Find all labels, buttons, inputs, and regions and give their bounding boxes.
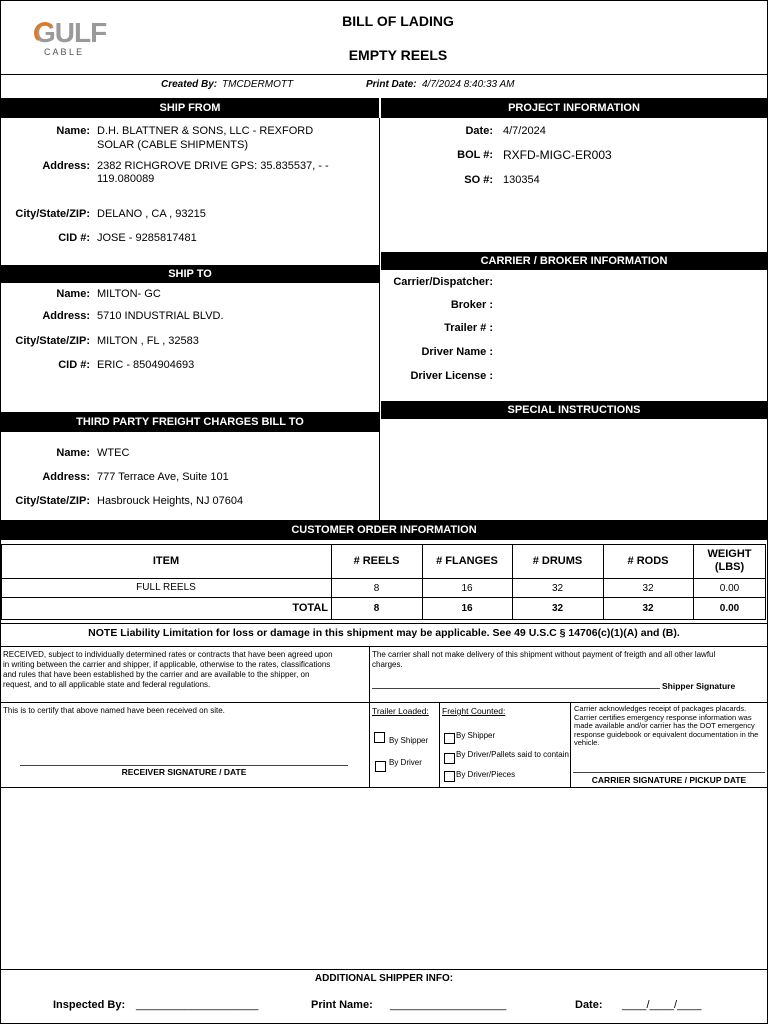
row-drums: 32: [551, 583, 564, 594]
carrier-acknowledgement: Carrier acknowledges receipt of packages placards. Carrier certifies emergency response information was made available and/or carrier has the DOT emergency response guidebook or equivalent documentation in the vehicle.: [574, 704, 759, 747]
carrier-trailer-label: Trailer # :: [444, 322, 493, 334]
col-item: ITEM: [152, 555, 180, 567]
ship-to-cid: ERIC - 8504904693: [97, 359, 195, 371]
logo-sub: C A B L E: [44, 47, 83, 57]
fc-by-driver-pieces-label: By Driver/Pieces: [456, 770, 516, 779]
logo-main: GULF: [34, 17, 107, 48]
certify-text: This is to certify that above named have been received on site.: [3, 706, 225, 715]
trailer-by-driver-checkbox[interactable]: [375, 761, 386, 772]
ship-from-city-label: City/State/ZIP:: [15, 208, 90, 220]
total-flanges: 16: [461, 603, 473, 614]
carrier-license-label: Driver License :: [410, 370, 493, 382]
ship-from-address-line2: 119.080089: [97, 173, 155, 185]
trailer-by-shipper-label: By Shipper: [389, 736, 429, 745]
inspected-by-label: Inspected By:: [53, 999, 126, 1011]
ship-from-name-label: Name:: [56, 125, 90, 137]
col-reels: # REELS: [353, 555, 400, 567]
trailer-by-driver-label: By Driver: [389, 758, 422, 767]
total-label: TOTAL: [292, 602, 328, 614]
print-name-field[interactable]: ___________________: [390, 999, 507, 1011]
carrier-dispatcher-label: Carrier/Dispatcher:: [393, 276, 493, 288]
project-info-header: PROJECT INFORMATION: [381, 98, 767, 118]
created-by-label: Created By:: [161, 79, 218, 90]
ship-to-cid-label: CID #:: [58, 359, 90, 371]
third-party-address: 777 Terrace Ave, Suite 101: [97, 471, 229, 483]
ship-from-name-line2: SOLAR (CABLE SHIPMENTS): [97, 139, 248, 151]
third-party-name: WTEC: [97, 447, 130, 459]
row-weight: 0.00: [719, 583, 740, 594]
document-title: BILL OF LADING: [342, 13, 454, 29]
ship-to-address-label: Address:: [42, 310, 90, 322]
ship-from-address-label: Address:: [42, 160, 90, 172]
total-rods: 32: [642, 603, 654, 614]
project-date: 4/7/2024: [503, 125, 546, 137]
footer-date-label: Date:: [575, 999, 603, 1011]
carrier-signature-line: [573, 772, 765, 773]
ship-from-cid-label: CID #:: [58, 232, 90, 244]
col-rods: # RODS: [627, 555, 669, 567]
fc-by-shipper-label: By Shipper: [456, 731, 496, 740]
col-weight: WEIGHT: [707, 548, 752, 560]
carrier-broker-label: Broker :: [450, 299, 493, 311]
project-so: 130354: [503, 174, 540, 186]
ship-to-header: SHIP TO: [1, 265, 379, 283]
additional-shipper-info: ADDITIONAL SHIPPER INFO:: [314, 973, 454, 984]
ship-to-city-label: City/State/ZIP:: [15, 335, 90, 347]
ship-from-city: DELANO , CA , 93215: [97, 208, 206, 220]
total-reels: 8: [373, 603, 380, 614]
ship-to-address: 5710 INDUSTRIAL BLVD.: [97, 310, 224, 322]
ship-from-header: SHIP FROM: [1, 98, 379, 118]
trailer-by-shipper-checkbox[interactable]: [374, 732, 385, 743]
third-party-name-label: Name:: [56, 447, 90, 459]
third-party-address-label: Address:: [42, 471, 90, 483]
print-name-label: Print Name:: [311, 999, 373, 1011]
document-subtitle: EMPTY REELS: [348, 47, 448, 63]
liability-note: NOTE Liability Limitation for loss or damage in this shipment may be applicable. See 49 U.S.C § 14706(c)(1)(A) and (B).: [88, 627, 680, 639]
ship-to-name-label: Name:: [56, 288, 90, 300]
ship-from-name-line1: D.H. BLATTNER & SONS, LLC - REXFORD: [97, 125, 314, 137]
row-item: FULL REELS: [136, 582, 196, 593]
receiver-signature-line: [20, 765, 348, 766]
project-bol-label: BOL #:: [457, 149, 493, 161]
fc-by-driver-pallets-label: By Driver/Pallets said to contain: [456, 750, 569, 759]
footer-date-field[interactable]: ____/____/____: [622, 999, 702, 1011]
shipper-signature-label: Shipper Signature: [662, 681, 736, 691]
ship-from-address-line1: 2382 RICHGROVE DRIVE GPS: 35.835537, - -: [97, 160, 329, 172]
row-reels: 8: [373, 583, 380, 594]
project-so-label: SO #:: [464, 174, 493, 186]
fc-by-driver-pieces-checkbox[interactable]: [444, 771, 455, 782]
ship-to-name: MILTON- GC: [97, 288, 161, 300]
customer-order-header: CUSTOMER ORDER INFORMATION: [1, 520, 767, 540]
ship-from-cid: JOSE - 9285817481: [97, 232, 197, 244]
received-terms: RECEIVED, subject to individually determined rates or contracts that have been agreed upon in writing between the carrier and shipper, if applicable, otherwise to the rates, classifications and rules that have been established by the carrier and are available to the shipper, on request, and to all applicable state and federal regulations.: [3, 650, 333, 689]
col-weight-unit: (LBS): [714, 561, 745, 573]
third-party-city: Hasbrouck Heights, NJ 07604: [97, 495, 244, 507]
third-party-header: THIRD PARTY FREIGHT CHARGES BILL TO: [1, 412, 379, 432]
freight-counted-label: Freight Counted:: [442, 706, 506, 716]
carrier-driver-label: Driver Name :: [421, 346, 493, 358]
total-drums: 32: [551, 603, 564, 614]
carrier-signature-label: CARRIER SIGNATURE / PICKUP DATE: [591, 775, 747, 785]
total-weight: 0.00: [719, 603, 740, 614]
fc-by-shipper-checkbox[interactable]: [444, 733, 455, 744]
trailer-loaded-label: Trailer Loaded:: [372, 706, 429, 716]
ship-to-city: MILTON , FL , 32583: [97, 335, 199, 347]
inspected-by-field[interactable]: ____________________: [136, 999, 259, 1011]
special-instructions-header: SPECIAL INSTRUCTIONS: [381, 401, 767, 419]
print-date-value: 4/7/2024 8:40:33 AM: [422, 79, 515, 90]
created-by-value: TMCDERMOTT: [222, 79, 294, 90]
row-flanges: 16: [461, 583, 473, 594]
row-rods: 32: [642, 583, 654, 594]
shipper-signature-line: [372, 688, 660, 689]
print-date-label: Print Date:: [366, 79, 417, 90]
fc-by-driver-pallets-checkbox[interactable]: [444, 753, 455, 764]
col-flanges: # FLANGES: [436, 555, 498, 567]
carrier-header: CARRIER / BROKER INFORMATION: [381, 252, 767, 270]
carrier-delivery-note: The carrier shall not make delivery of this shipment without payment of freigth and all other lawful charges.: [372, 650, 716, 669]
receiver-signature-label: RECEIVER SIGNATURE / DATE: [121, 767, 247, 777]
col-drums: # DRUMS: [532, 555, 583, 567]
project-bol: RXFD-MIGC-ER003: [503, 148, 612, 162]
project-date-label: Date:: [465, 125, 493, 137]
third-party-city-label: City/State/ZIP:: [15, 495, 90, 507]
